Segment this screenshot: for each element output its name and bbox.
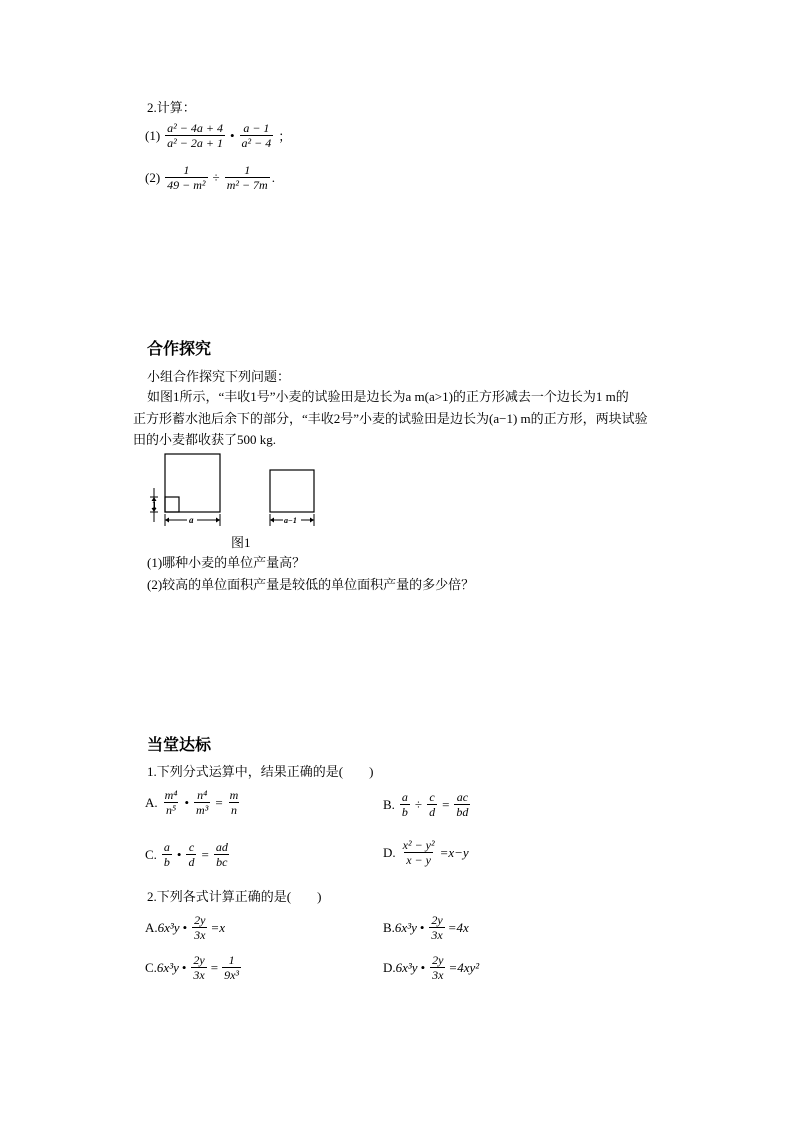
mc-question-2-stem: 2.下列各式计算正确的是( ) [147,889,322,904]
item-label: (2) [145,169,161,185]
paragraph-line: 如图1所示，“丰收1号”小麦的试验田是边长为a m(a>1)的正方形减去一个边长为1 m的 [147,389,629,404]
mc-q2-option-a: A.6x³y • $\frac{2y}{3x}$ =x [145,913,226,942]
label-one: 1 [152,500,157,510]
item-label: (1) [145,127,161,143]
mc-q2-option-d: D.6x³y • $\frac{2y}{3x}$ =4xy² [383,953,480,982]
divide-operator: ÷ [212,169,220,185]
second-square-field [270,470,314,512]
pond-square [165,497,179,512]
mc-q1-option-d: D. $\frac{\text{x² − y²}}{x - y}$ =x−y [383,838,469,867]
paragraph-line: 田的小麦都收获了500 kg. [133,432,277,447]
section-heading-cooperative: 合作探究 [147,339,212,358]
label-a: a [189,515,194,525]
multiply-operator: • [229,127,235,143]
mc-question-1-stem: 1.下列分式运算中，结果正确的是( ) [147,764,374,779]
mc-q1-option-c: C. $\frac{a}{b}$ • $\frac{c}{d}$ = $\frac{ad}{bc}$ [145,840,228,869]
section-heading-practice: 当堂达标 [147,735,212,754]
fraction: $\frac{a - 1}{\text{a² − 4}}$ [241,121,272,150]
mc-q2-option-b: B.6x³y • $\frac{2y}{3x}$ =4x [383,913,469,942]
label-a-minus-1: a−1 [284,516,297,525]
exercise-2-item-1: (1) $\frac{\text{a² − 4a + 4}}{\text{a² − 2a + 1}}$ • $\frac{a - 1}{\text{a² − 4}}$ ； [145,121,292,150]
exercise-2-title: 2.计算： [147,100,196,115]
fraction: $\frac{1}{\text{m² − 7m}}$ [226,163,268,192]
exercise-2-item-2: (2) $\frac{1}{\text{49 − m²}}$ ÷ $\frac{1}{\text{m² − 7m}}$ . [145,163,275,192]
fraction: $\frac{\text{a² − 4a + 4}}{\text{a² − 2a + 1}}$ [167,121,223,150]
mc-q1-option-a: A. $\frac{\text{m⁴}}{\text{n⁵}}$ • $\frac{\text{n⁴}}{\text{m³}}$ = $\frac{m}{n}$ [145,788,239,817]
question-1: (1)哪种小麦的单位产量高？ [147,555,306,570]
figure-caption: 图1 [231,535,251,550]
big-square-field [165,454,220,512]
mc-q2-option-c: C.6x³y • $\frac{2y}{3x}$ = $\frac{1}{\text{9x³}}$ [145,953,240,982]
figure-1-diagram [145,452,325,532]
question-2: (2)较高的单位面积产量是较低的单位面积产量的多少倍？ [147,577,475,592]
fraction: $\frac{1}{\text{49 − m²}}$ [167,163,206,192]
paragraph-line: 正方形蓄水池后余下的部分，“丰收2号”小麦的试验田是边长为(a−1) m的正方形，两块试验 [133,411,648,426]
mc-q1-option-b: B. $\frac{a}{b}$ ÷ $\frac{c}{d}$ = $\frac{ac}{bd}$ [383,790,469,819]
intro-text: 小组合作探究下列问题： [147,369,291,384]
